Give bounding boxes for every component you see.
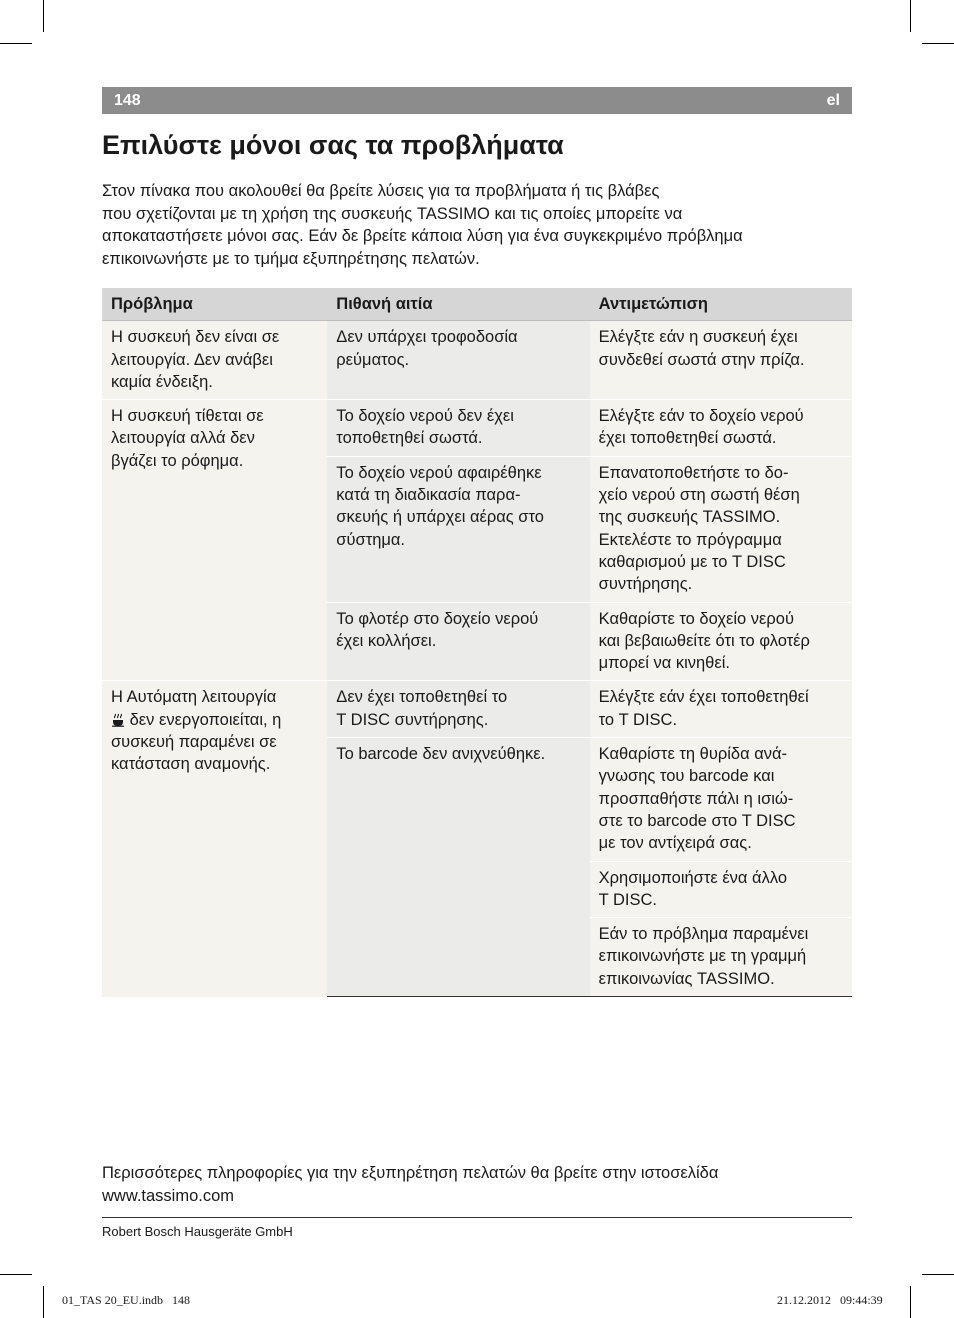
- cell-line: Εκτελέστε το πρόγραμμα: [598, 530, 782, 549]
- cell-line: καθαρισμού με το T DISC: [598, 552, 786, 571]
- remedy-cell: [590, 681, 852, 738]
- cell-line: Το barcode δεν ανιχνεύθηκε.: [336, 745, 546, 764]
- table-header-row: [102, 288, 852, 321]
- cell-line: T DISC συντήρησης.: [336, 710, 489, 729]
- cell-line: Εάν το πρόβλημα παραμένει: [598, 925, 809, 944]
- crop-mark: [0, 1274, 32, 1275]
- problem-cell: [102, 400, 327, 681]
- problem-cell: [102, 321, 327, 400]
- remedy-cell: [590, 602, 852, 681]
- intro-line: αποκαταστήσετε μόνοι σας. Εάν δε βρείτε κάποια λύση για ένα συγκεκριμένο πρόβλημα: [102, 227, 743, 245]
- cell-line: Δεν έχει τοποθετηθεί το: [336, 688, 508, 707]
- page-header-bar: [102, 87, 852, 114]
- cell-line: T DISC.: [598, 890, 658, 909]
- column-header-remedy: Αντιμετώπιση: [590, 288, 852, 321]
- intro-line: Στον πίνακα που ακολουθεί θα βρείτε λύσεις για τα προβλήματα ή τις βλάβες: [102, 182, 660, 200]
- crop-mark: [910, 1286, 911, 1318]
- column-header-problem: Πρόβλημα: [102, 288, 327, 321]
- footer-note-line: Περισσότερες πληροφορίες για την εξυπηρέτηση πελατών θα βρείτε στην ιστοσελίδα: [102, 1164, 719, 1182]
- problem-cell: [102, 681, 327, 997]
- cell-line: Καθαρίστε τη θυρίδα ανά-: [598, 745, 788, 764]
- print-slug-file: 01_TAS 20_EU.indb 148: [62, 1293, 191, 1307]
- cell-line: ρεύματος.: [336, 350, 410, 369]
- cell-line: σύστημα.: [336, 530, 406, 549]
- page-number: 148: [114, 91, 141, 109]
- coffee-cup-steam-icon: [111, 713, 125, 727]
- intro-paragraph: [102, 180, 862, 270]
- cell-line: Ελέγξτε εάν η συσκευή έχει: [598, 328, 798, 347]
- cell-line: έχει κολλήσει.: [336, 631, 437, 650]
- cell-line: τοποθετηθεί σωστά.: [336, 429, 483, 448]
- cell-line: μπορεί να κινηθεί.: [598, 654, 730, 673]
- crop-mark: [922, 43, 954, 44]
- cell-line: Ελέγξτε εάν το δοχείο νερού: [598, 407, 804, 426]
- crop-mark: [922, 1274, 954, 1275]
- crop-mark: [43, 1286, 44, 1318]
- cell-line: έχει τοποθετηθεί σωστά.: [598, 429, 777, 448]
- cell-line: στε το barcode στο T DISC: [598, 811, 796, 830]
- table-row: [102, 321, 852, 400]
- remedy-cell: [590, 321, 852, 400]
- cell-line: Το δοχείο νερού δεν έχει: [336, 407, 514, 426]
- cell-line: Επανατοποθετήστε το δο-: [598, 463, 789, 482]
- cell-line: επικοινωνίας TASSIMO.: [598, 969, 775, 988]
- cell-line: συνδεθεί σωστά στην πρίζα.: [598, 350, 805, 369]
- cell-line: καμία ένδειξη.: [111, 372, 213, 391]
- cell-line: Το φλοτέρ στο δοχείο νερού: [336, 609, 539, 628]
- cause-cell: [327, 456, 589, 602]
- cell-line: γνωσης του barcode και: [598, 767, 775, 786]
- cell-line: βγάζει το ρόφημα.: [111, 451, 244, 470]
- page-title: Επιλύστε μόνοι σας τα προβλήματα: [102, 130, 564, 160]
- cause-cell: [327, 738, 589, 997]
- cell-line: Χρησιμοποιήστε ένα άλλο: [598, 868, 788, 887]
- cell-line: Καθαρίστε το δοχείο νερού: [598, 609, 794, 628]
- cell-line: Δεν υπάρχει τροφοδοσία: [336, 328, 518, 347]
- cell-line: της συσκευής TASSIMO.: [598, 508, 781, 527]
- cell-text: δεν ενεργοποιείται, η: [129, 710, 282, 729]
- language-code: el: [826, 91, 840, 109]
- cell-line: σκευής ή υπάρχει αέρας στο: [336, 508, 544, 527]
- cell-line: το T DISC.: [598, 710, 678, 729]
- print-slug-date: 21.12.2012 09:44:39: [777, 1293, 883, 1307]
- website-link[interactable]: www.tassimo.com: [102, 1186, 235, 1205]
- cell-line: συσκευή παραμένει σε: [111, 733, 277, 752]
- intro-line: που σχετίζονται με τη χρήση της συσκευής TASSIMO και τις οποίες μπορείτε να: [102, 204, 683, 223]
- cell-line: [111, 709, 318, 731]
- cell-line: Ελέγξτε εάν έχει τοποθετηθεί: [598, 688, 809, 707]
- remedy-cell: [590, 861, 852, 918]
- remedy-cell: [590, 456, 852, 602]
- cell-line: κατά τη διαδικασία παρα-: [336, 486, 521, 505]
- cause-cell: [327, 400, 589, 457]
- table-row: [102, 400, 852, 457]
- cause-cell: [327, 321, 589, 400]
- cell-line: Η συσκευή τίθεται σε: [111, 407, 264, 426]
- footer-divider: [102, 1217, 852, 1218]
- crop-mark: [0, 43, 32, 44]
- cell-line: Το δοχείο νερού αφαιρέθηκε: [336, 463, 542, 482]
- cell-line: και βεβαιωθείτε ότι το φλοτέρ: [598, 631, 810, 650]
- footer-note: [102, 1162, 718, 1207]
- troubleshooting-table: [102, 288, 852, 997]
- cell-line: συντήρησης.: [598, 575, 693, 594]
- column-header-cause: Πιθανή αιτία: [327, 288, 589, 321]
- table-row: [102, 681, 852, 738]
- remedy-cell: [590, 738, 852, 861]
- company-name: Robert Bosch Hausgeräte GmbH: [102, 1224, 293, 1239]
- cell-line: λειτουργία αλλά δεν: [111, 429, 255, 448]
- cell-line: Η συσκευή δεν είναι σε: [111, 328, 280, 347]
- intro-line: επικοινωνήστε με το τμήμα εξυπηρέτησης πελατών.: [102, 249, 480, 268]
- crop-mark: [43, 0, 44, 32]
- cell-line: χείο νερού στη σωστή θέση: [598, 486, 800, 505]
- cell-line: λειτουργία. Δεν ανάβει: [111, 350, 273, 369]
- cell-line: κατάσταση αναμονής.: [111, 755, 271, 774]
- cell-line: με τον αντίχειρά σας.: [598, 834, 752, 853]
- cell-line: επικοινωνήστε με τη γραμμή: [598, 947, 807, 966]
- remedy-cell: [590, 400, 852, 457]
- crop-mark: [910, 0, 911, 32]
- cause-cell: [327, 602, 589, 681]
- remedy-cell: [590, 918, 852, 997]
- cell-line: προσπαθήστε πάλι η ισιώ-: [598, 789, 794, 808]
- cell-line: Η Αυτόματη λειτουργία: [111, 688, 277, 707]
- cause-cell: [327, 681, 589, 738]
